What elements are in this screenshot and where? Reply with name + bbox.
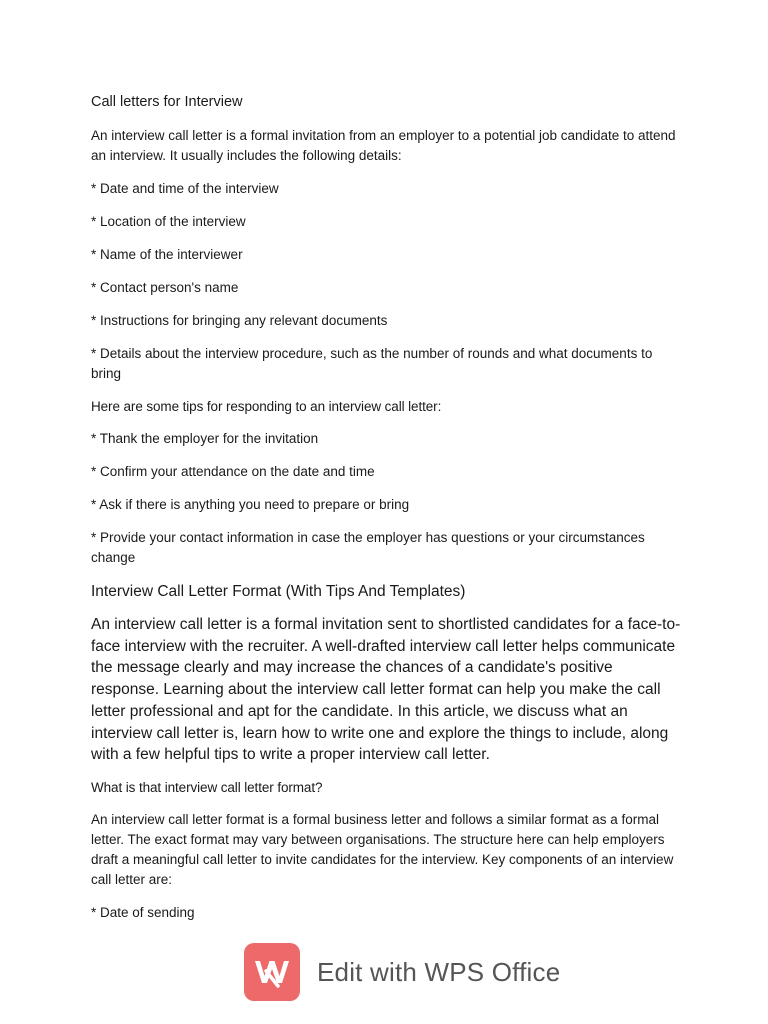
wps-logo-icon <box>244 943 300 1001</box>
list-item: * Date of sending <box>91 904 195 920</box>
list-item: * Location of the interview <box>91 214 246 229</box>
list-item: * Date and time of the interview <box>91 181 279 196</box>
list-item: * Confirm your attendance on the date and time <box>91 464 375 479</box>
question-paragraph: An interview call letter format is a formal business letter and follows a similar format as a formal letter. The exact format may vary between organisations. The structure here can help employers draft a meaningful call letter to invite candidates for the interview. Key components of an interview call letter are: <box>91 811 674 887</box>
list-item: * Ask if there is anything you need to prepare or bring <box>91 497 410 512</box>
wps-edit-label[interactable]: Edit with WPS Office <box>317 956 561 987</box>
list-item: * Instructions for bringing any relevant documents <box>91 313 388 328</box>
list-item: * Provide your contact information in case the employer has questions or your circumstances change <box>91 530 645 565</box>
question-heading: What is that interview call letter format? <box>91 779 323 795</box>
format-paragraph: An interview call letter is a formal invitation sent to shortlisted candidates for a face-to-face interview with the recruiter. A well-drafted interview call letter helps communicate the message clearly and may increase the chances of a candidate's positive response. Learning about the interview call letter format can help you make the call letter professional and apt for the candidate. In this article, we discuss what an interview call letter is, learn how to write one and explore the things to include, along with a few helpful tips to write a proper interview call letter. <box>91 616 681 764</box>
list-item: * Details about the interview procedure, such as the number of rounds and what documents to bring <box>91 346 653 381</box>
list-item: * Name of the interviewer <box>91 247 243 262</box>
intro-paragraph: An interview call letter is a formal invitation from an employer to a potential job candidate to attend an interview. It usually includes the following details: <box>91 128 676 163</box>
details-list <box>91 179 681 384</box>
tips-heading: Here are some tips for responding to an interview call letter: <box>91 399 442 414</box>
document-body <box>91 92 681 936</box>
list-item: * Thank the employer for the invitation <box>91 431 319 446</box>
wps-edit-banner[interactable] <box>244 943 560 1001</box>
format-heading: Interview Call Letter Format (With Tips And Templates) <box>91 583 466 600</box>
tips-list <box>91 429 681 568</box>
document-title: Call letters for Interview <box>91 94 243 110</box>
list-item: * Contact person's name <box>91 280 239 295</box>
components-list <box>91 903 681 923</box>
